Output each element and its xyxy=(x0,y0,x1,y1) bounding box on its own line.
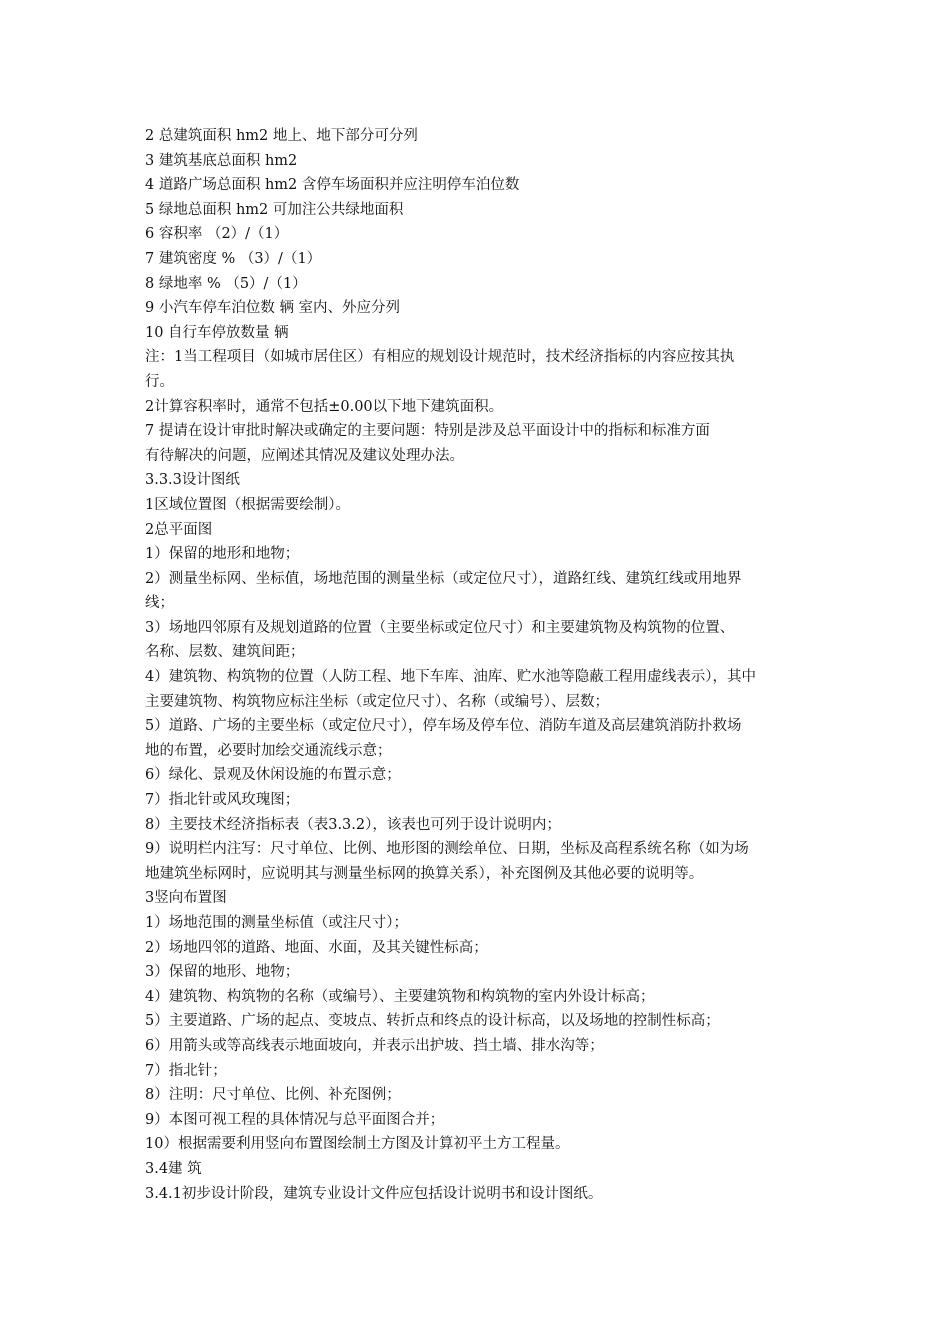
section-heading: 3.3.3设计图纸 xyxy=(145,472,240,489)
text-line: 6 容积率 （2）/（1） xyxy=(145,226,289,243)
list-item: 9）说明栏内注写：尺寸单位、比例、地形图的测绘单位、日期，坐标及高程系统名称（如为场 xyxy=(145,841,749,858)
list-item: 9）本图可视工程的具体情况与总平面图合并； xyxy=(145,1111,445,1128)
list-item: 3）保留的地形、地物； xyxy=(145,964,300,981)
text-line: 7 建筑密度 % （3）/（1） xyxy=(145,250,322,267)
list-item: 5）道路、广场的主要坐标（或定位尺寸），停车场及停车位、消防车道及高层建筑消防扑救场 xyxy=(145,718,742,735)
list-item: 4）建筑物、构筑物的位置（人防工程、地下车库、油库、贮水池等隐蔽工程用虚线表示），其中 xyxy=(145,669,756,686)
list-item: 1）场地范围的测量坐标值（或注尺寸）； xyxy=(145,915,408,931)
subsection-heading: 3竖向布置图 xyxy=(145,890,227,907)
text-line: 3 建筑基底总面积 hm2 xyxy=(145,152,298,169)
text-line: 9 小汽车停车泊位数 辆 室内、外应分列 xyxy=(145,300,401,317)
list-item: 8）主要技术经济指标表（表3.3.2），该表也可列于设计说明内； xyxy=(145,816,561,833)
list-item: 7）指北针； xyxy=(145,1062,227,1079)
text-line: 10 自行车停放数量 辆 xyxy=(145,324,289,341)
text-line: 4 道路广场总面积 hm2 含停车场面积并应注明停车泊位数 xyxy=(145,177,520,194)
section-heading: 3.4建 筑 xyxy=(145,1160,202,1177)
list-item: 6）用箭头或等高线表示地面坡向，并表示出护坡、挡土墙、排水沟等； xyxy=(145,1037,604,1054)
text-line: 8 绿地率 % （5）/（1） xyxy=(145,275,307,292)
list-item: 线； xyxy=(145,595,174,612)
text-line: 1区域位置图（根据需要绘制）。 xyxy=(145,496,350,513)
note-line: 行。 xyxy=(145,373,174,390)
list-item: 7）指北针或风玫瑰图； xyxy=(145,792,300,809)
list-item: 主要建筑物、构筑物应标注坐标（或定位尺寸）、名称（或编号）、层数； xyxy=(145,693,609,710)
text-line: 有待解决的问题，应阐述其情况及建议处理办法。 xyxy=(145,447,464,464)
list-item: 2）测量坐标网、坐标值，场地范围的测量坐标（或定位尺寸），道路红线、建筑红线或用地界 xyxy=(145,570,742,587)
text-line: 2 总建筑面积 hm2 地上、地下部分可分列 xyxy=(145,128,418,144)
text-line: 3.4.1初步设计阶段，建筑专业设计文件应包括设计说明书和设计图纸。 xyxy=(145,1185,603,1202)
note-line: 注：1当工程项目（如城市居住区）有相应的规划设计规范时，技术经济指标的内容应按其执 xyxy=(145,349,735,366)
list-item: 4）建筑物、构筑物的名称（或编号）、主要建筑物和构筑物的室内外设计标高； xyxy=(145,988,655,1005)
list-item: 6）绿化、景观及休闲设施的布置示意； xyxy=(145,767,401,784)
list-item: 2）场地四邻的道路、地面、水面，及其关键性标高； xyxy=(145,939,488,956)
list-item: 名称、层数、建筑间距； xyxy=(145,644,305,661)
list-item: 5）主要道路、广场的起点、变坡点、转折点和终点的设计标高，以及场地的控制性标高； xyxy=(145,1013,720,1030)
list-item: 3）场地四邻原有及规划道路的位置（主要坐标或定位尺寸）和主要建筑物及构筑物的位置、 xyxy=(145,619,735,636)
text-line: 7 提请在设计审批时解决或确定的主要问题：特别是涉及总平面设计中的指标和标准方面 xyxy=(145,423,710,440)
text-line: 5 绿地总面积 hm2 可加注公共绿地面积 xyxy=(145,201,404,218)
list-item: 10）根据需要利用竖向布置图绘制土方图及计算初平土方工程量。 xyxy=(145,1136,570,1153)
list-item: 1）保留的地形和地物； xyxy=(145,546,300,563)
document-body xyxy=(145,124,810,1206)
note-line: 2计算容积率时，通常不包括±0.00以下地下建筑面积。 xyxy=(145,398,504,415)
list-item: 地的布置，必要时加绘交通流线示意； xyxy=(145,742,392,759)
list-item: 地建筑坐标网时，应说明其与测量坐标网的换算关系），补充图例及其他必要的说明等。 xyxy=(145,865,704,882)
list-item: 8）注明：尺寸单位、比例、补充图例； xyxy=(145,1087,401,1104)
subsection-heading: 2总平面图 xyxy=(145,521,213,538)
